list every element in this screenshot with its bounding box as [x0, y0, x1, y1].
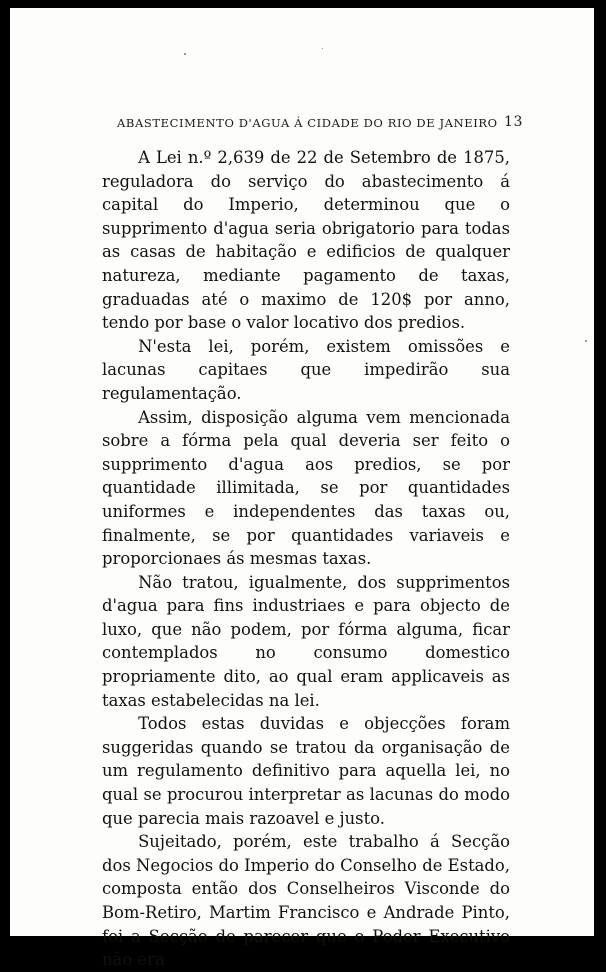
running-title: ABASTECIMENTO D'AGUA Á CIDADE DO RIO DE JANEIRO — [117, 116, 498, 130]
paper-speck — [184, 53, 186, 55]
body-text — [102, 146, 510, 972]
paragraph: Não tratou, igualmente, dos supprimentos d'agua para fins industriaes e para objecto de luxo, que não podem, por fórma alguma, ficar contemplados no consumo domestico propriamente dito, ao qual eram applicaveis as taxas estabelecidas na lei. — [102, 572, 510, 710]
paragraph: A Lei n.º 2,639 de 22 de Setembro de 1875, reguladora do serviço do abastecimento á capital do Imperio, determinou que o supprimento d'agua seria obrigatorio para todas as casas de habitação e edificios de qualquer natureza, mediante pagamento de taxas, graduadas até o maximo de 120$ por anno, tendo por base o valor locativo dos predios. — [102, 148, 510, 333]
paragraph: Todos estas duvidas e objecções foram suggeridas quando se tratou da organisação de um regulamento definitivo para aquella lei, no qual se procurou interpretar as lacunas do modo que parecia mais razoavel e justo. — [102, 714, 510, 828]
page-number: 13 — [503, 114, 523, 130]
paragraph: N'esta lei, porém, existem omissões e lacunas capitaes que impedirão sua regulamentação. — [102, 336, 510, 403]
paragraph: Assim, disposição alguma vem mencionada sobre a fórma pela qual deveria ser feito o supprimento d'agua aos predios, se por quantidade illimitada, se por quantidades uniformes e independentes das taxas ou, finalmente, se por quantidades variaveis e proporcionaes ás mesmas taxas. — [102, 407, 510, 569]
paragraph: Sujeitado, porém, este trabalho á Secção dos Negocios do Imperio do Conselho de Estado, composta então dos Conselheiros Visconde do Bom-Retiro, Martim Francisco e Andrade Pinto, foi a Secção de parecer que o Poder Executivo não era — [102, 832, 510, 970]
book-page — [10, 8, 594, 970]
paper-speck — [585, 340, 587, 342]
paper-speck — [322, 48, 323, 49]
